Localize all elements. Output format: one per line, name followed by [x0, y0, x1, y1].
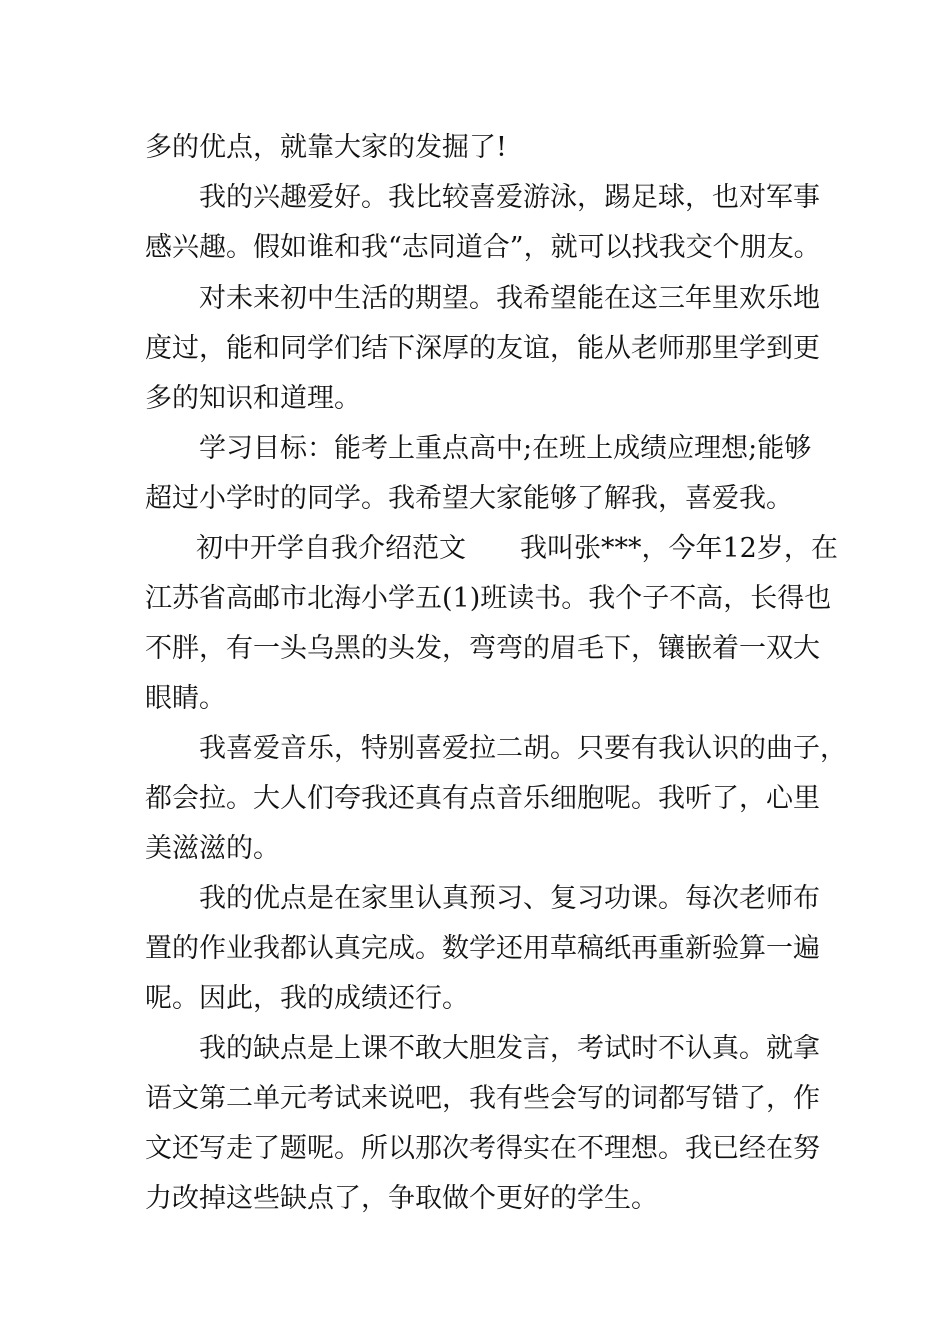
- paragraph-start-line: 学习目标：能考上重点高中;在班上成绩应理想;能够: [199, 433, 812, 464]
- text-line: 感兴趣。假如谁和我“志同道合”，就可以找我交个朋友。: [145, 232, 821, 263]
- paragraph-start-line: 我的兴趣爱好。我比较喜爱游泳，踢足球，也对军事: [199, 182, 820, 213]
- text-line: 文还写走了题呢。所以那次考得实在不理想。我已经在努: [145, 1133, 820, 1164]
- text-line: 眼睛。: [145, 683, 226, 714]
- text-line: 置的作业我都认真完成。数学还用草稿纸再重新验算一遍: [145, 933, 820, 964]
- text-line: 超过小学时的同学。我希望大家能够了解我，喜爱我。: [145, 483, 793, 514]
- text-line: 呢。因此，我的成绩还行。: [145, 983, 469, 1014]
- paragraph-start-line: 我喜爱音乐，特别喜爱拉二胡。只要有我认识的曲子，: [199, 733, 847, 764]
- paragraph-start-line: 我的缺点是上课不敢大胆发言，考试时不认真。就拿: [199, 1033, 820, 1064]
- paragraph-start-line: 我的优点是在家里认真预习、复习功课。每次老师布: [199, 883, 820, 914]
- text-line: 江苏省高邮市北海小学五(1)班读书。我个子不高，长得也: [145, 583, 832, 614]
- text-line: 多的知识和道理。: [145, 383, 361, 414]
- text-line: 美滋滋的。: [145, 833, 280, 864]
- text-line: 语文第二单元考试来说吧，我有些会写的词都写错了，作: [145, 1083, 820, 1114]
- text-line: 都会拉。大人们夸我还真有点音乐细胞呢。我听了，心里: [145, 783, 820, 814]
- paragraph-start-line: 对未来初中生活的期望。我希望能在这三年里欢乐地: [199, 283, 820, 314]
- text-line: 不胖，有一头乌黑的头发，弯弯的眉毛下，镶嵌着一双大: [145, 633, 820, 664]
- section-heading-line: 初中开学自我介绍范文 我叫张***，今年12岁，在: [196, 533, 838, 564]
- text-line: 力改掉这些缺点了，争取做个更好的学生。: [145, 1183, 658, 1214]
- text-line: 度过，能和同学们结下深厚的友谊，能从老师那里学到更: [145, 333, 820, 364]
- text-line: 多的优点，就靠大家的发掘了!: [145, 132, 507, 163]
